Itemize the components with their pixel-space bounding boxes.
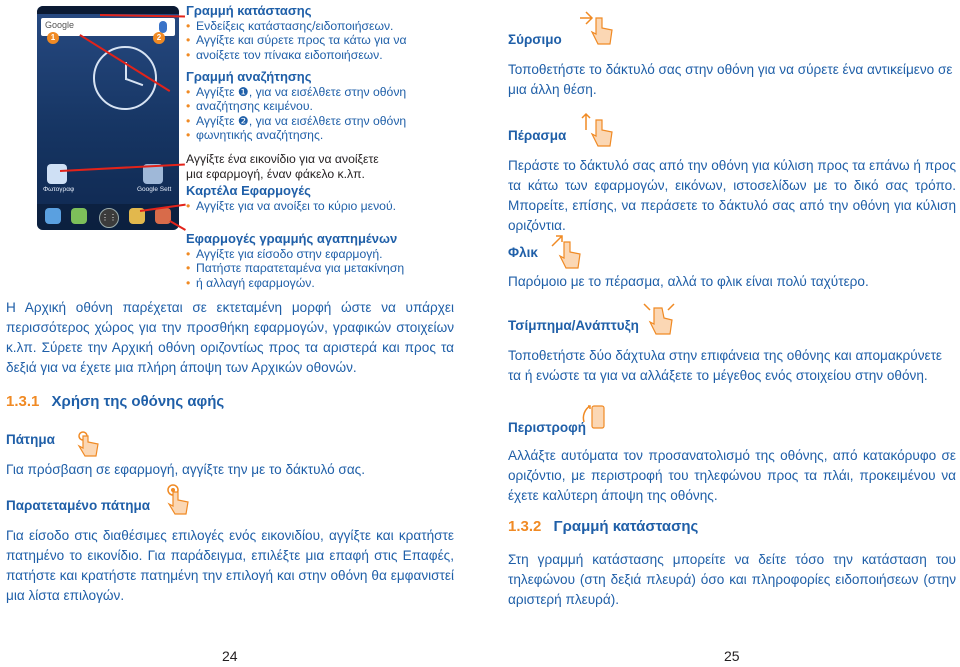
section-title: Χρήση της οθόνης αφής [51, 393, 225, 410]
annotation-item: • Αγγίξτε και σύρετε προς τα κάτω για να [186, 33, 426, 48]
rotate-text: Αλλάξτε αυτόματα τον προσανατολισμό της οθόνης, από κατακόρυφο σε οριζόντιο, με περιστροφή του τηλεφώνου προς τα πλάι, προκειμένου να έχετε καλύτερη άποψη της οθόνης. [508, 448, 956, 503]
home-screen-intro: Η Αρχική οθόνη παρέχεται σε εκτεταμένη μορφή ώστε να υπάρχει περισσότερος χώρος για την προσθήκη εφαρμογών, γραφικών στοιχείων κ.λπ. Σύρετε την Αρχική οθόνη οριζοντίως προς τα αριστερά και προς τα δεξιά για να έχετε μια πλήρη άποψη των Αρχικών οθονών. [6, 300, 454, 375]
annotation-item: • Αγγίξτε ❶, για να εισέλθετε στην οθόνη [186, 85, 436, 100]
tap-text: Για πρόσβαση σε εφαρμογή, αγγίξτε την με το δάκτυλό σας. [6, 462, 366, 477]
hand-drag-icon [576, 8, 622, 48]
annotation-item: • ή αλλαγή εφαρμογών. [186, 276, 436, 291]
section-number: 1.3.2 [508, 518, 542, 535]
search-label: Google [45, 20, 75, 30]
annotation-icon-tap [186, 152, 436, 181]
app-label-left: Φωτογραφ [43, 186, 75, 193]
slide-text: Περάστε το δάκτυλό σας από την οθόνη για κύλιση προς τα επάνω ή προς τα κάτω των εφαρμογών, εικόνων, ιστοσελίδων με το δικό σας τρόπο. Μπορείτε, επίσης, να περάσετε το δάκτυλό σας από την οθόνη για κύλιση οριζόντια. [508, 158, 956, 233]
browser-app-icon [155, 208, 171, 224]
drag-text: Τοποθετήστε το δάκτυλό σας στην οθόνη για να σύρετε ένα αντικείμενο σε μια άλλη θέση. [508, 62, 953, 97]
annotation-apps-tab [186, 184, 436, 213]
annotation-status-bar [186, 4, 426, 62]
page-number-right: 25 [724, 648, 740, 664]
phone-status-bar [37, 6, 179, 14]
camera-app-icon [47, 164, 67, 184]
phone-app-icon [45, 208, 61, 224]
annotation-search-bar [186, 70, 436, 143]
annotation-item: • Αγγίξτε για είσοδο στην εφαρμογή. [186, 247, 436, 262]
phone-screenshot [37, 6, 179, 230]
annotation-item: • Ενδείξεις κατάστασης/ειδοποιήσεων. [186, 19, 426, 34]
annotation-item: • ανοίξετε τον πίνακα ειδοποιήσεων. [186, 48, 426, 63]
annotation-item: • φωνητικής αναζήτησης. [186, 128, 436, 143]
hand-pinch-icon [640, 298, 684, 338]
rotate-title: Περιστροφή [508, 420, 587, 435]
section-title: Γραμμή κατάστασης [553, 518, 699, 535]
annotation-item: • Αγγίξτε για να ανοίξει το κύριο μενού. [186, 199, 436, 214]
page-number-left: 24 [222, 648, 238, 664]
annotation-item: • Πατήστε παρατεταμένα για μετακίνηση [186, 261, 436, 276]
annotation-line: Αγγίξτε ένα εικονίδιο για να ανοίξετε [186, 152, 379, 166]
phone-rotate-icon [578, 398, 618, 438]
pinch-title: Τσίμπημα/Ανάπτυξη [508, 318, 639, 333]
flick-title: Φλικ [508, 245, 538, 260]
hand-tap-icon [76, 430, 102, 460]
apps-tab-title: Καρτέλα Εφαρμογές [186, 183, 311, 198]
contacts-app-icon [71, 208, 87, 224]
annotation-line: μια εφαρμογή, έναν φάκελο κ.λπ. [186, 166, 365, 181]
annotation-favorites [186, 232, 436, 290]
flick-text: Παρόμοιο με το πέρασμα, αλλά το φλικ είναι πολύ ταχύτερο. [508, 274, 869, 289]
annotation-item: • Αγγίξτε ❷, για να εισέλθετε στην οθόνη [186, 114, 436, 129]
status-bar-text: Στη γραμμή κατάστασης μπορείτε να δείτε τόσο την κατάσταση του τηλεφώνου (στη δεξιά πλευρά) όσο και πληροφορίες ειδοποιήσεων (στην αριστερή πλευρά). [508, 552, 956, 607]
settings-app-icon [143, 164, 163, 184]
section-number: 1.3.1 [6, 393, 40, 410]
longpress-title: Παρατεταμένο πάτημα [6, 498, 151, 513]
section-heading-1-3-1 [6, 393, 224, 410]
search-bar-title: Γραμμή αναζήτησης [186, 69, 312, 84]
apps-tab-icon: ⋮⋮ [99, 208, 119, 228]
app-label-right: Google Sett [137, 186, 172, 193]
longpress-text: Για είσοδο στις διαθέσιμες επιλογές ενός εικονιδίου, αγγίξτε και κρατήστε πατημένο το εικονίδιο. Για παράδειγμα, επιλέξτε μια επαφή στις Επαφές, πατήστε και κρατήστε πατημένη την επιλογή και στην οθόνη θα εμφανιστεί μια λίστα επιλογών. [6, 528, 454, 603]
slide-title: Πέρασμα [508, 128, 567, 143]
hand-slide-icon [580, 110, 620, 150]
drag-title: Σύρσιμο [508, 32, 562, 47]
badge-2: 2 [153, 32, 165, 44]
annotation-item: • αναζήτησης κειμένου. [186, 99, 436, 114]
favorites-title: Εφαρμογές γραμμής αγαπημένων [186, 231, 398, 246]
pinch-text: Τοποθετήστε δύο δάχτυλα στην επιφάνεια της οθόνης και απομακρύνετε τα ή ενώστε τα για να αλλάξετε το μέγεθος ενός στοιχείου στην οθόνη. [508, 348, 942, 383]
tap-title: Πάτημα [6, 432, 55, 447]
badge-1: 1 [47, 32, 59, 44]
section-heading-1-3-2 [508, 518, 698, 535]
hand-flick-icon [548, 230, 588, 270]
hand-longpress-icon [166, 484, 192, 518]
status-bar-title: Γραμμή κατάστασης [186, 3, 312, 18]
